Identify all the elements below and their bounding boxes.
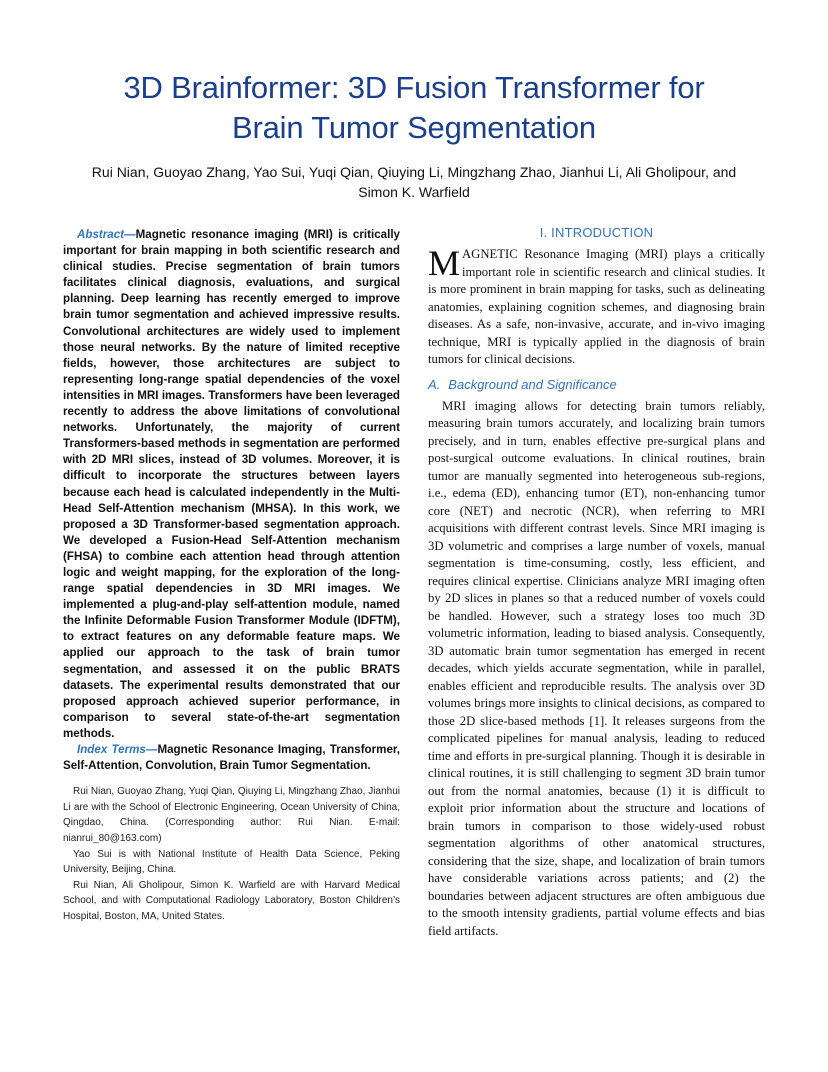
index-terms: [63, 742, 400, 774]
subsection-number: A.: [428, 376, 441, 392]
abstract-text: Magnetic resonance imaging (MRI) is critically important for brain mapping in both scientific research and clinical studies. Precise segmentation of brain tumors facilitates clinical diagnosis, evaluations, and surgical planning. Deep learning has recently emerged to improve brain tumor segmentation and achieved impressive results. Convolutional architectures are widely used to implement those neural networks. By the nature of limited receptive fields, however, those architectures are subject to representing long-range spatial dependencies of the voxel intensities in MRI images. Transformers have been leveraged recently to address the above limitations of convolutional networks. Unfortunately, the majority of current Transformers-based methods in segmentation are performed with 2D MRI slices, instead of 3D volumes. Moreover, it is difficult to incorporate the structures between layers because each head is calculated independently in the Multi-Head Self-Attention mechanism (MHSA). In this work, we proposed a 3D Transformer-based segmentation approach. We developed a Fusion-Head Self-Attention mechanism (FHSA) to combine each attention head through attention logic and weight mapping, for the exploration of the long-range spatial dependencies in 3D MRI images. We implemented a plug-and-play self-attention module, named the Infinite Deformable Fusion Transformer Module (IDFTM), to extract features on any deformable feature maps. We applied our approach to the task of brain tumor segmentation, and assessed it on the public BRATS datasets. The experimental results demonstrated that our proposed approach achieved superior performance, in comparison to several state-of-the-art segmentation methods.: [63, 228, 400, 740]
footnote-2: Yao Sui is with National Institute of Health Data Science, Peking University, Beijing, China.: [63, 848, 400, 876]
index-terms-label-text: Index Terms: [77, 743, 146, 756]
abstract-dash: —: [124, 228, 136, 241]
index-terms-dash: —: [145, 743, 158, 756]
title-line-2: Brain Tumor Segmentation: [232, 110, 596, 145]
right-column: [428, 225, 765, 940]
footnote-1: Rui Nian, Guoyao Zhang, Yuqi Qian, Qiuying Li, Mingzhang Zhao, Jianhui Li are with the School of Electronic Engineering, Ocean University of China, Qingdao, China. (Corresponding author: Rui Nian. E-mail: nianrui_80@163.com): [63, 786, 400, 844]
subsection-heading: [428, 377, 765, 392]
title-line-1: 3D Brainformer: 3D Fusion Transformer for: [123, 70, 705, 105]
intro-paragraph: [428, 243, 765, 369]
footnote-3: Rui Nian, Ali Gholipour, Simon K. Warfield are with Harvard Medical School, and with Computational Radiology Laboratory, Boston Children’s Hospital, Boston, MA, United States.: [63, 879, 400, 922]
paper-title: [0, 68, 828, 148]
abstract-label-text: Abstract: [77, 228, 125, 241]
authors-line-2: Simon K. Warfield: [358, 184, 470, 200]
background-paragraph: MRI imaging allows for detecting brain tumors reliably, measuring brain tumors accurately, and localizing brain tumors precisely, and in turn, enables effective pre-surgical plans and post-surgical outcome evaluations. In clinical routines, brain tumor are manually segmented into heterogeneous sub-regions, i.e., edema (ED), enhancing tumor (ET), non-enhancing tumor core (NET) and necrotic (NCR), when referring to MRI acquisitions with different contrast levels. Since MRI imaging is 3D volumetric and comprises a large number of voxels, manual segmentation is time-consuming, costly, less efficient, and requires clinical expertise. Clinicians analyze MRI imaging often by 2D slices in planes so that a reduced number of voxels could be handled. However, such a strategy loses too much 3D volumetric information, leading to biased analysis. Consequently, 3D automatic brain tumor segmentation has emerged in recent decades, which yields accurate segmentation, while in parallel, enables efficient and reproducible results. The analysis over 3D volumes brings more insights to clinical decisions, as compared to those 2D slice-based methods [1]. It releases surgeons from the complicated pipelines for manual analysis, leading to reduced time and efforts in pre-surgical planning. Though it is desirable in clinical routines, it is still challenging to segment 3D brain tumor out from the normal anatomies, because (1) it is difficult to exploit prior information about the structure and locations of brain tumors in comparison to those widely-used robust segmentation algorithms of other anatomical structures, considering that the size, shape, and localization of brain tumors have considerable variations across patients; and (2) the boundaries between adjacent structures are often ambiguous due to the smooth intensity gradients, partial volume effects and bias field artifacts.: [428, 398, 765, 938]
author-affiliations: [63, 784, 400, 924]
abstract: [63, 227, 400, 742]
authors-line-1: Rui Nian, Guoyao Zhang, Yao Sui, Yuqi Qian, Qiuying Li, Mingzhang Zhao, Jianhui Li, Ali Gholipour, and: [91, 164, 737, 180]
author-list: [60, 162, 768, 202]
intro-paragraph-text: AGNETIC Resonance Imaging (MRI) plays a critically important role in scientific research and clinical studies. It is more prominent in brain mapping for tasks, such as delineating anatomies, explaining cognition schemes, and diagnosing brain diseases. As a safe, non-invasive, accurate, and in-vivo imaging technique, MRI is typically applied in the diagnosis of brain tumors for clinical decisions.: [428, 247, 765, 366]
index-terms-text: Magnetic Resonance Imaging, Transformer, Self-Attention, Convolution, Brain Tumor Segmentation.: [63, 743, 401, 773]
index-terms-label: [77, 743, 157, 756]
subsection-title: Background and Significance: [448, 376, 617, 392]
section-heading-introduction: I. INTRODUCTION: [539, 225, 654, 240]
left-column: [63, 227, 400, 925]
drop-cap: M: [428, 243, 461, 283]
abstract-label: [77, 228, 136, 241]
